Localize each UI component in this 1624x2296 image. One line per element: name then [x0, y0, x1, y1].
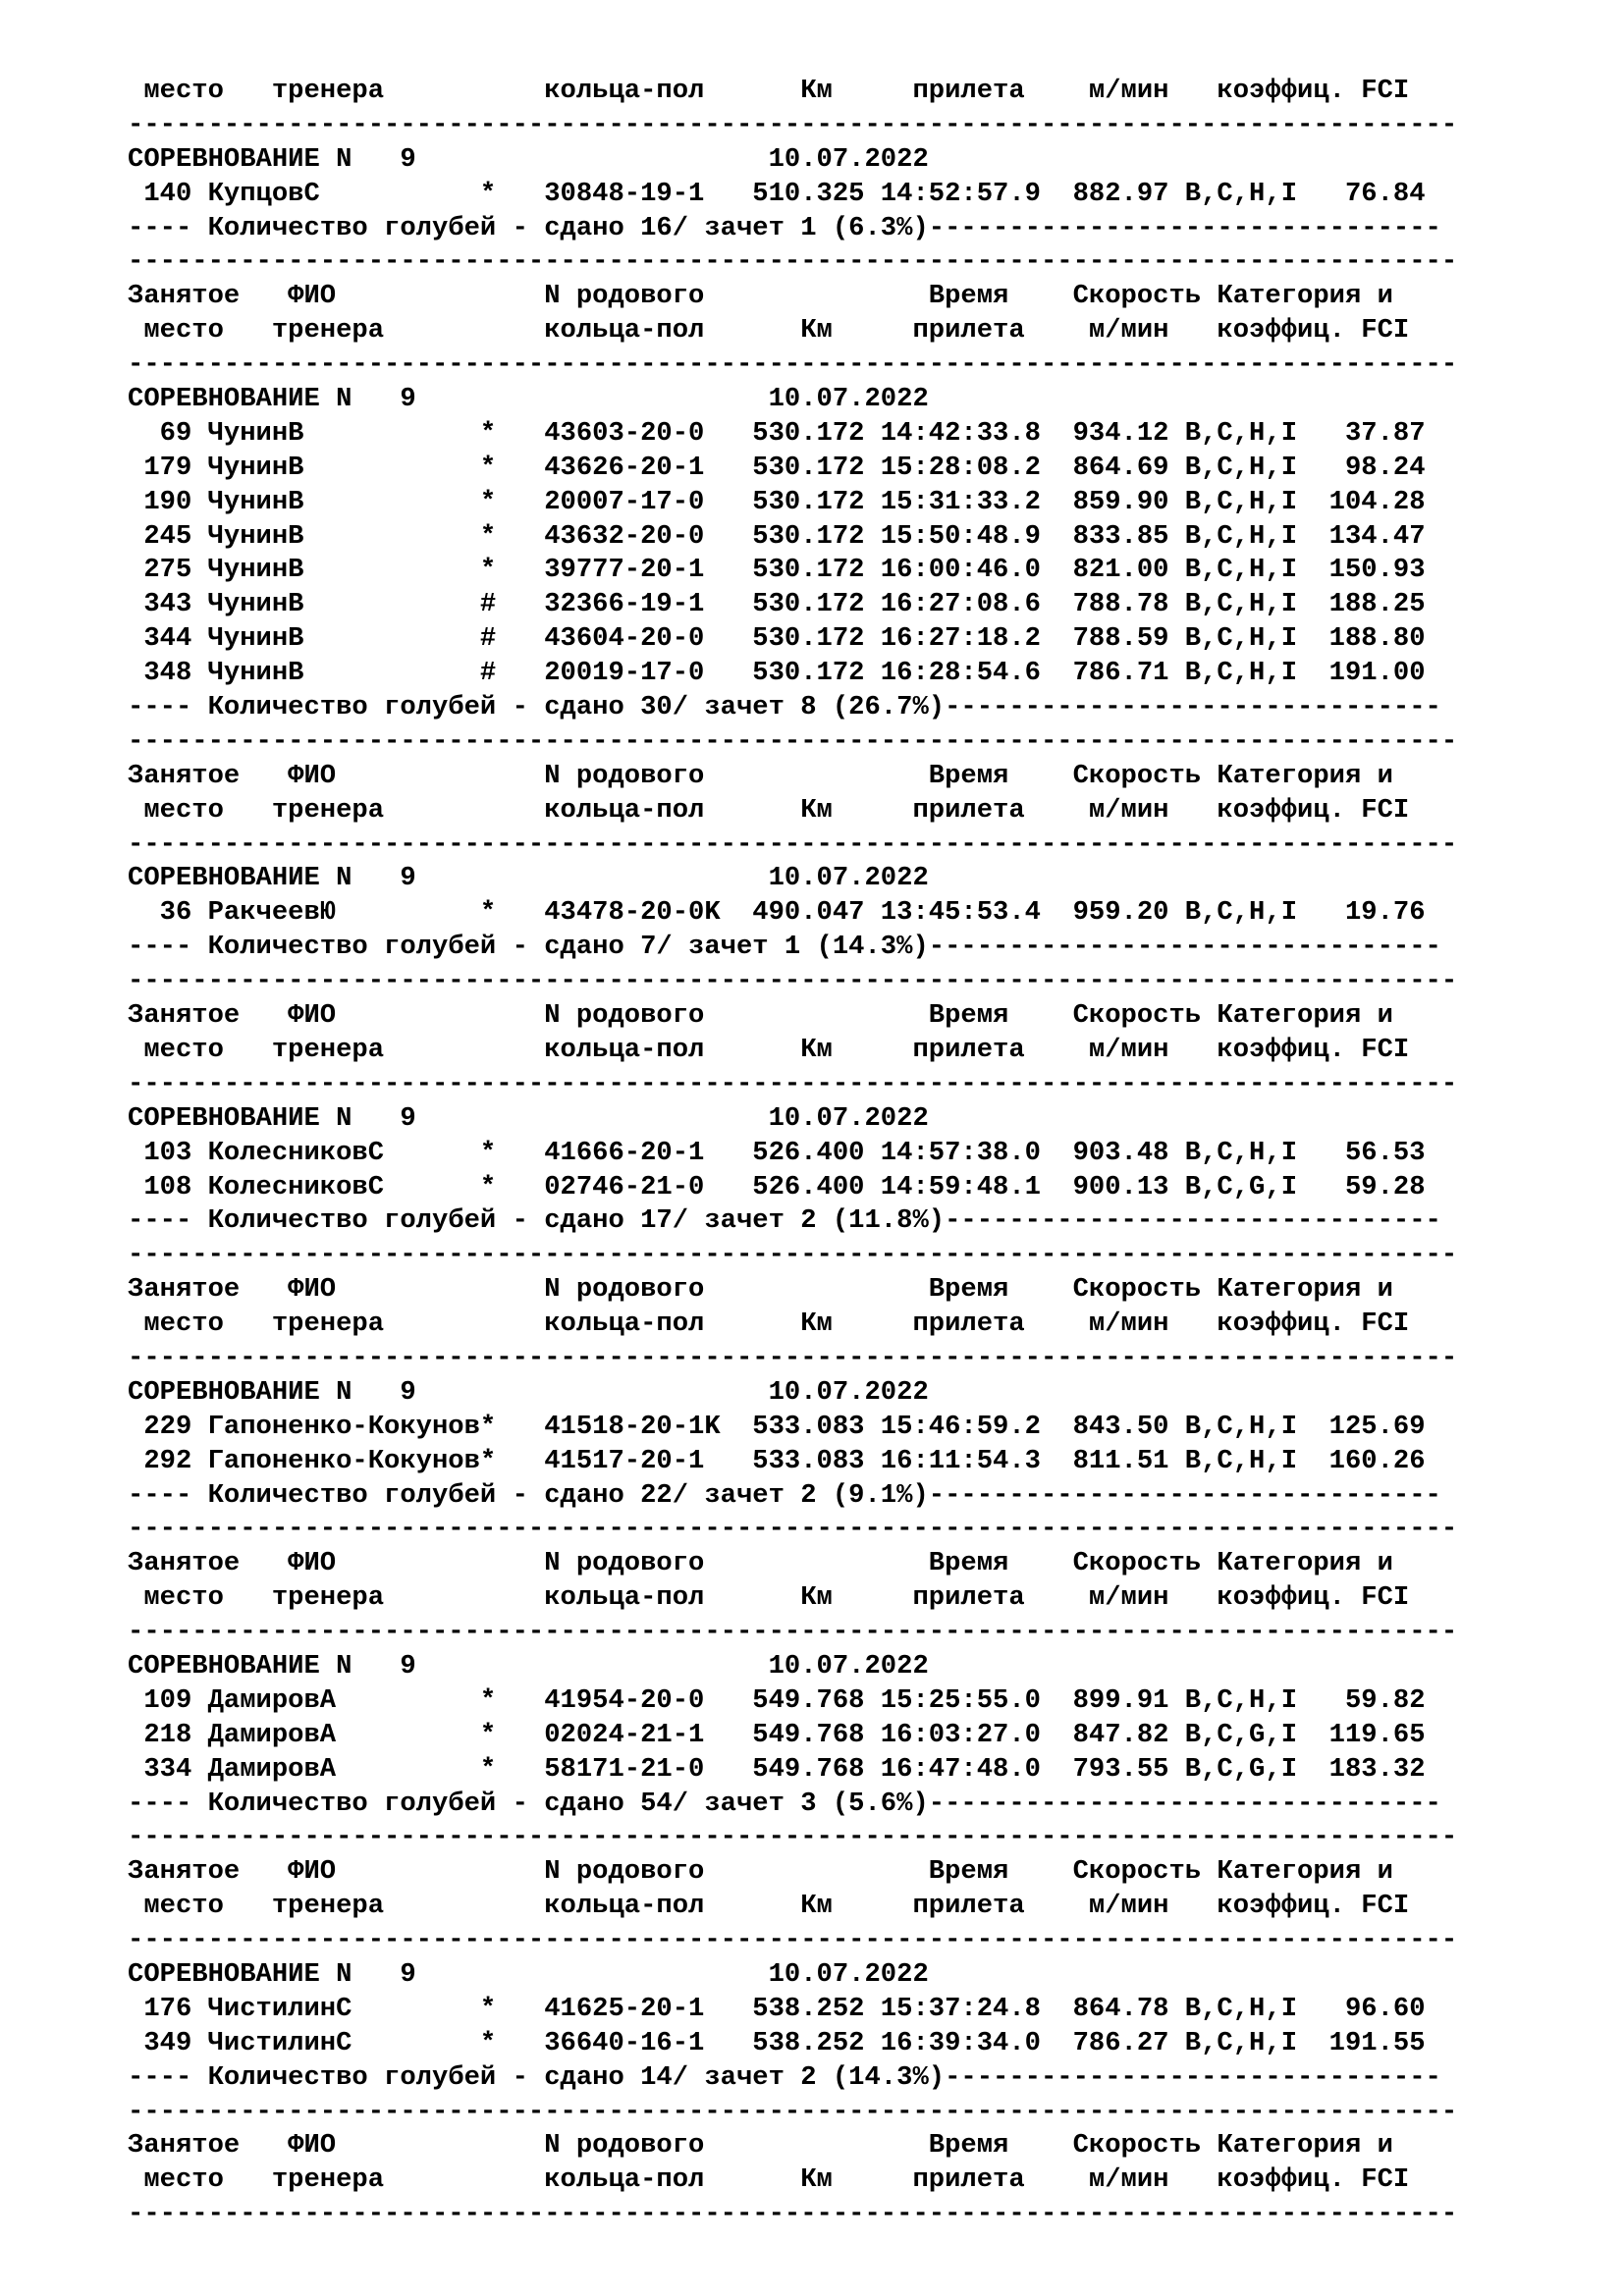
section-summary: ---- Количество голубей - сдано 16/ зачет 1 (6.3%)-------------------------------- — [128, 212, 1441, 243]
result-row: 275 ЧунинВ * 39777-20-1 530.172 16:00:46.0 821.00 B,C,H,I 150.93 — [128, 555, 1426, 586]
section-summary: ---- Количество голубей - сдано 14/ зачет 2 (14.3%)------------------------------- — [128, 2061, 1441, 2093]
column-header-row-1: Занятое ФИО N родового Время Скорость Категория и — [128, 1548, 1393, 1579]
column-header-row-1: Занятое ФИО N родового Время Скорость Категория и — [128, 1856, 1393, 1888]
column-header-row-1: Занятое ФИО N родового Время Скорость Категория и — [128, 1000, 1393, 1032]
section-summary: ---- Количество голубей - сдано 22/ зачет 2 (9.1%)-------------------------------- — [128, 1479, 1441, 1511]
result-row: 292 Гапоненко-Кокунов* 41517-20-1 533.083 16:11:54.3 811.51 B,C,H,I 160.26 — [128, 1445, 1426, 1476]
divider-line: ----------------------------------------------------------------------------------- — [128, 725, 1458, 757]
divider-line: ----------------------------------------------------------------------------------- — [128, 1514, 1458, 1545]
section-summary: ---- Количество голубей - сдано 30/ зачет 8 (26.7%)------------------------------- — [128, 692, 1441, 723]
result-row: 36 РакчеевЮ * 43478-20-0K 490.047 13:45:53.4 959.20 B,C,H,I 19.76 — [128, 897, 1426, 929]
column-header-row-1: Занятое ФИО N родового Время Скорость Категория и — [128, 2130, 1393, 2162]
section-summary: ---- Количество голубей - сдано 54/ зачет 3 (5.6%)-------------------------------- — [128, 1788, 1441, 1819]
divider-line: ----------------------------------------------------------------------------------- — [128, 966, 1458, 997]
result-row: 103 КолесниковС * 41666-20-1 526.400 14:57:38.0 903.48 B,C,H,I 56.53 — [128, 1137, 1426, 1168]
column-header-row-2: место тренера кольца-пол Км прилета м/мин коэффиц. FCI — [128, 1582, 1410, 1614]
section-summary: ---- Количество голубей - сдано 7/ зачет 1 (14.3%)-------------------------------- — [128, 932, 1441, 963]
divider-line: ----------------------------------------------------------------------------------- — [128, 1822, 1458, 1853]
divider-line: ----------------------------------------------------------------------------------- — [128, 1342, 1458, 1373]
divider-line: ----------------------------------------------------------------------------------- — [128, 1617, 1458, 1648]
divider-line: ----------------------------------------------------------------------------------- — [128, 109, 1458, 140]
column-header-row-1: Занятое ФИО N родового Время Скорость Категория и — [128, 281, 1393, 312]
column-header-row-2: место тренера кольца-пол Км прилета м/мин коэффиц. FCI — [128, 794, 1410, 826]
column-header-row-2: место тренера кольца-пол Км прилета м/мин коэффиц. FCI — [128, 1034, 1410, 1065]
divider-line: ----------------------------------------------------------------------------------- — [128, 1925, 1458, 1956]
result-row: 109 ДамировА * 41954-20-0 549.768 15:25:55.0 899.91 B,C,H,I 59.82 — [128, 1684, 1426, 1716]
divider-line: ----------------------------------------------------------------------------------- — [128, 349, 1458, 381]
divider-line: ----------------------------------------------------------------------------------- — [128, 828, 1458, 860]
divider-line: ----------------------------------------------------------------------------------- — [128, 2199, 1458, 2230]
competition-title: СОРЕВНОВАНИЕ N 9 10.07.2022 — [128, 1650, 929, 1682]
result-row: 176 ЧистилинС * 41625-20-1 538.252 15:37:24.8 864.78 B,C,H,I 96.60 — [128, 1993, 1426, 2024]
column-header-row-2: место тренера кольца-пол Км прилета м/мин коэффиц. FCI — [128, 1891, 1410, 1922]
divider-line: ----------------------------------------------------------------------------------- — [128, 1240, 1458, 1271]
results-printout — [128, 75, 1457, 2232]
column-header-row-2: место тренера кольца-пол Км прилета м/мин коэффиц. FCI — [128, 76, 1410, 106]
result-row: 108 КолесниковС * 02746-21-0 526.400 14:59:48.1 900.13 B,C,G,I 59.28 — [128, 1171, 1426, 1202]
result-row: 343 ЧунинВ # 32366-19-1 530.172 16:27:08.6 788.78 B,C,H,I 188.25 — [128, 589, 1426, 620]
competition-title: СОРЕВНОВАНИЕ N 9 10.07.2022 — [128, 863, 929, 894]
divider-line: ----------------------------------------------------------------------------------- — [128, 2096, 1458, 2127]
column-header-row-2: место тренера кольца-пол Км прилета м/мин коэффиц. FCI — [128, 2164, 1410, 2196]
competition-title: СОРЕВНОВАНИЕ N 9 10.07.2022 — [128, 143, 929, 175]
section-summary: ---- Количество голубей - сдано 17/ зачет 2 (11.8%)------------------------------- — [128, 1205, 1441, 1237]
result-row: 190 ЧунинВ * 20007-17-0 530.172 15:31:33.2 859.90 B,C,H,I 104.28 — [128, 486, 1426, 517]
result-row: 334 ДамировА * 58171-21-0 549.768 16:47:48.0 793.55 B,C,G,I 183.32 — [128, 1753, 1426, 1785]
column-header-row-1: Занятое ФИО N родового Время Скорость Категория и — [128, 760, 1393, 791]
column-header-row-2: место тренера кольца-пол Км прилета м/мин коэффиц. FCI — [128, 315, 1410, 347]
competition-title: СОРЕВНОВАНИЕ N 9 10.07.2022 — [128, 1958, 929, 1990]
result-row: 245 ЧунинВ * 43632-20-0 530.172 15:50:48.9 833.85 B,C,H,I 134.47 — [128, 520, 1426, 552]
result-row: 349 ЧистилинС * 36640-16-1 538.252 16:39:34.0 786.27 B,C,H,I 191.55 — [128, 2027, 1426, 2058]
result-row: 229 Гапоненко-Кокунов* 41518-20-1K 533.083 15:46:59.2 843.50 B,C,H,I 125.69 — [128, 1411, 1426, 1442]
competition-title: СОРЕВНОВАНИЕ N 9 10.07.2022 — [128, 1102, 929, 1134]
result-row: 69 ЧунинВ * 43603-20-0 530.172 14:42:33.8 934.12 B,C,H,I 37.87 — [128, 417, 1426, 449]
divider-line: ----------------------------------------------------------------------------------- — [128, 246, 1458, 278]
result-row: 179 ЧунинВ * 43626-20-1 530.172 15:28:08.2 864.69 B,C,H,I 98.24 — [128, 452, 1426, 483]
result-row: 140 КупцовС * 30848-19-1 510.325 14:52:57.9 882.97 B,C,H,I 76.84 — [128, 178, 1426, 209]
result-row: 348 ЧунинВ # 20019-17-0 530.172 16:28:54.6 786.71 B,C,H,I 191.00 — [128, 658, 1426, 689]
column-header-row-1: Занятое ФИО N родового Время Скорость Категория и — [128, 1274, 1393, 1306]
result-row: 218 ДамировА * 02024-21-1 549.768 16:03:27.0 847.82 B,C,G,I 119.65 — [128, 1719, 1426, 1750]
competition-title: СОРЕВНОВАНИЕ N 9 10.07.2022 — [128, 1376, 929, 1408]
divider-line: ----------------------------------------------------------------------------------- — [128, 1068, 1458, 1099]
result-row: 344 ЧунинВ # 43604-20-0 530.172 16:27:18.2 788.59 B,C,H,I 188.80 — [128, 623, 1426, 655]
competition-title: СОРЕВНОВАНИЕ N 9 10.07.2022 — [128, 384, 929, 415]
column-header-row-2: место тренера кольца-пол Км прилета м/мин коэффиц. FCI — [128, 1308, 1410, 1340]
